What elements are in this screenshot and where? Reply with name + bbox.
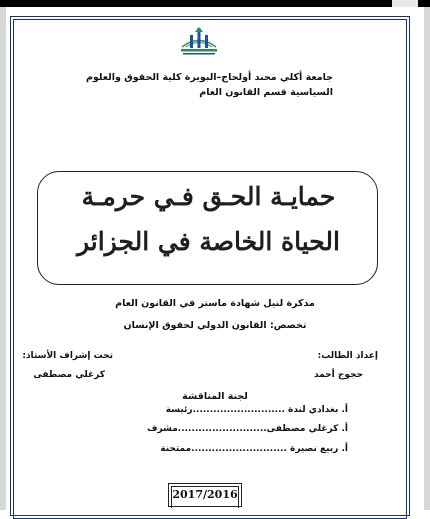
thesis-title-line-2: الحياة الخاصة في الجزائر xyxy=(76,227,340,256)
header-line-1: جامعة أكلي محند أولحاج–البويرة كلية الحقوق والعلوم xyxy=(86,72,333,83)
committee-member-1: أ. بغدادي لندة ...........................رئيسة xyxy=(165,405,348,415)
committee-title: لجنة المناقشة xyxy=(182,391,248,402)
student-name: حجوج أحمد xyxy=(313,370,363,380)
specialty-text: تخصص: القانون الدولي لحقوق الإنسان xyxy=(123,320,307,331)
academic-year: 2017/2016 xyxy=(168,483,242,507)
header-line-2: السياسية قسم القانون العام xyxy=(199,87,333,98)
supervisor-label: تحت إشراف الأستاذ: xyxy=(22,351,113,361)
left-gray-strip xyxy=(0,7,6,510)
degree-text: مذكرة لنيل شهادة ماستر في القانون العام xyxy=(115,298,315,309)
top-dark-band xyxy=(0,0,430,7)
band-notch xyxy=(392,0,418,7)
title-box xyxy=(37,171,378,285)
supervisor-name: كرغلي مصطفى xyxy=(33,370,105,380)
university-header xyxy=(86,70,333,100)
university-logo-icon xyxy=(178,25,220,57)
right-gray-strip xyxy=(424,7,430,510)
student-label: إعداد الطالب: xyxy=(317,351,378,361)
thesis-title-line-1: حمايـة الحـق فـي حرمـة xyxy=(81,182,336,211)
committee-member-3: أ. ربيع نصيرة ............................ممتحنة xyxy=(160,444,348,454)
committee-member-2: أ. كرغلي مصطفى..........................مشرف xyxy=(147,424,348,434)
